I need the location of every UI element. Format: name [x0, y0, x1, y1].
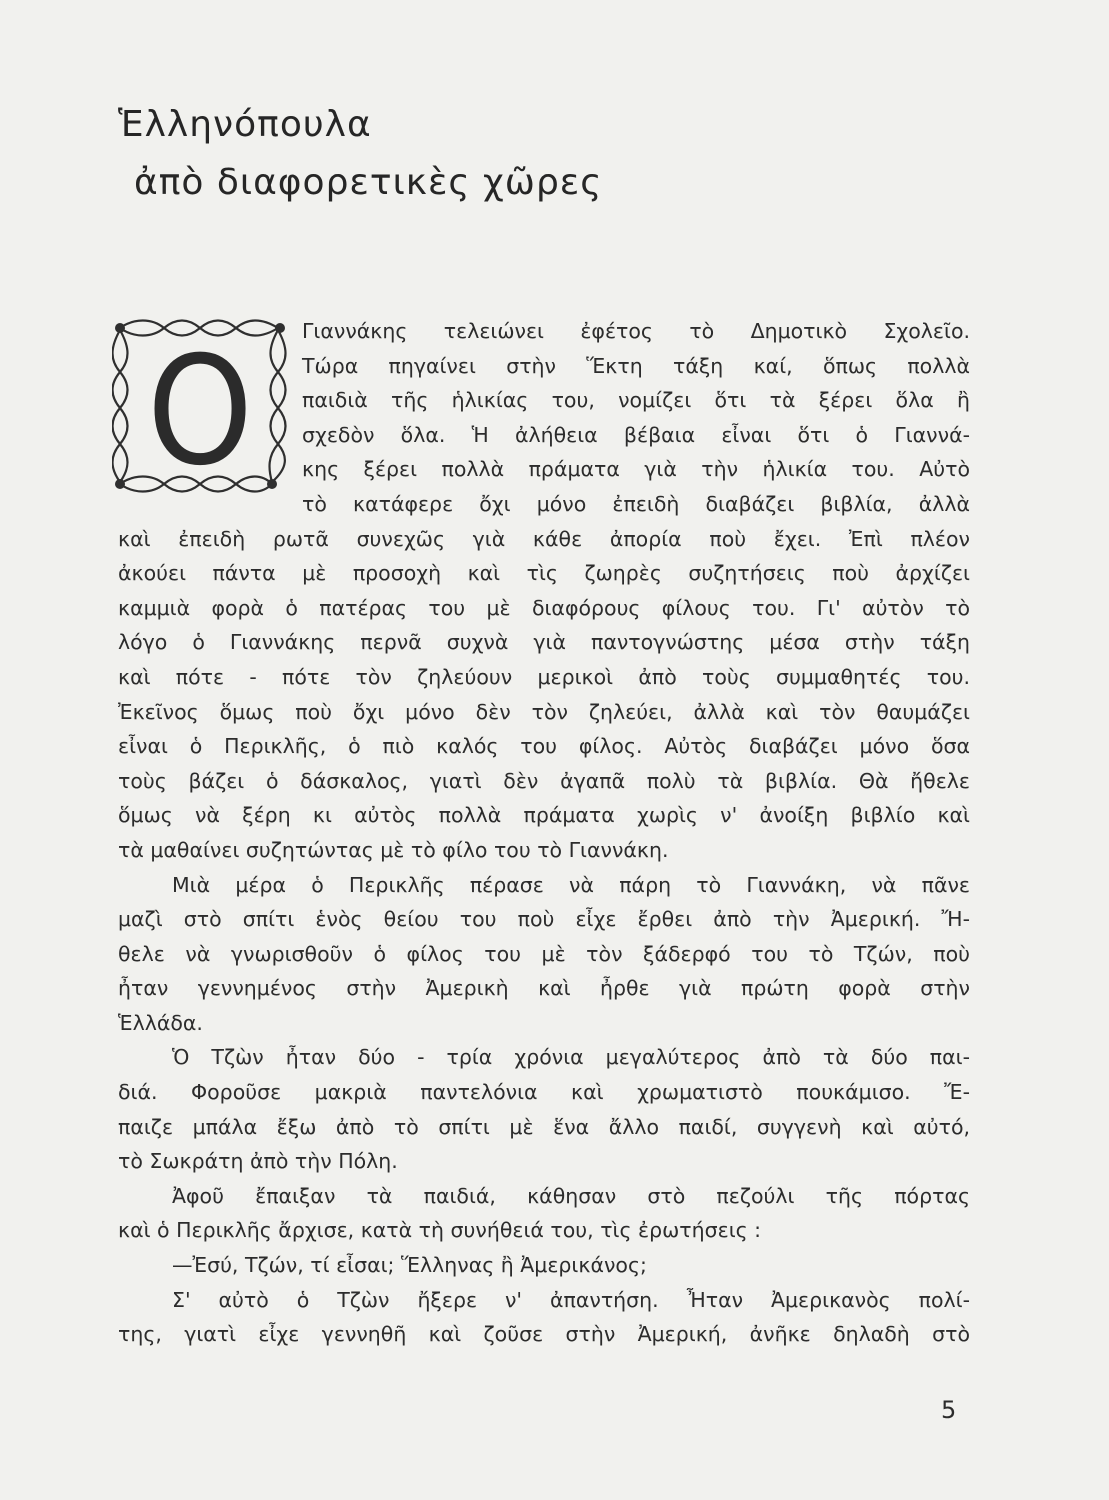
text-line: Σ' αὐτὸ ὁ Τζὼν ἤξερε ν' ἀπαντήση. Ἦταν Ἀμερικανὸς πολί- [172, 1287, 970, 1312]
text-line: —Ἐσύ, Τζών, τί εἶσαι; Ἕλληνας ἢ Ἀμερικάνος; [172, 1253, 647, 1278]
text-line: Ἀφοῦ ἔπαιξαν τὰ παιδιά, κάθησαν στὸ πεζούλι τῆς πόρτας [172, 1183, 970, 1208]
text-line: καμμιὰ φορὰ ὁ πατέρας του μὲ διαφόρους φίλους του. Γι' αὐτὸν τὸ [118, 595, 970, 620]
drop-cap-letter: Ο [146, 325, 254, 496]
text-line: θελε νὰ γνωρισθοῦν ὁ φίλος του μὲ τὸν ξάδερφό του τὸ Τζών, ποὺ [118, 941, 970, 966]
text-line: τὸ Σωκράτη ἀπὸ τὴν Πόλη. [118, 1149, 398, 1174]
paragraph [118, 314, 970, 868]
text-line: Γιαννάκης τελειώνει ἐφέτος τὸ Δημοτικὸ Σχολεῖο. [302, 319, 970, 343]
text-line: διά. Φοροῦσε μακριὰ παντελόνια καὶ χρωματιστὸ πουκάμισο. Ἔ- [118, 1080, 970, 1105]
chapter-title-line-2: ἀπὸ διαφορετικὲς χῶρες [134, 162, 603, 203]
text-line: τὸ κατάφερε ὄχι μόνο ἐπειδὴ διαβάζει βιβλία, ἀλλὰ [302, 491, 970, 516]
text-line: της, γιατὶ εἶχε γεννηθῆ καὶ ζοῦσε στὴν Ἀμερική, ἀνῆκε δηλαδὴ στὸ [118, 1322, 970, 1347]
text-line: παιδιὰ τῆς ἡλικίας του, νομίζει ὅτι τὰ ξέρει ὅλα ἢ [302, 388, 970, 413]
text-line: καὶ πότε - πότε τὸν ζηλεύουν μερικοὶ ἀπὸ τοὺς συμμαθητές του. [118, 664, 970, 689]
text-line: τὰ μαθαίνει συζητώντας μὲ τὸ φίλο του τὸ Γιαννάκη. [118, 837, 669, 862]
text-line: μαζὶ στὸ σπίτι ἑνὸς θείου του ποὺ εἶχε ἔρθει ἀπὸ τὴν Ἀμερική. Ἤ- [118, 907, 970, 932]
text-line: ὅμως νὰ ξέρη κι αὐτὸς πολλὰ πράματα χωρὶς ν' ἀνοίξη βιβλίο καὶ [118, 803, 970, 828]
text-line: Ἑλλάδα. [118, 1010, 203, 1035]
body-text [118, 314, 970, 1352]
text-line: τοὺς βάζει ὁ δάσκαλος, γιατὶ δὲν ἀγαπᾶ πολὺ τὰ βιβλία. Θὰ ἤθελε [118, 768, 970, 793]
chapter-title-line-1: Ἑλληνόπουλα [118, 104, 372, 145]
chapter-title [118, 96, 602, 212]
text-line: ἦταν γεννημένος στὴν Ἀμερικὴ καὶ ἦρθε γιὰ πρώτη φορὰ στὴν [118, 976, 970, 1001]
paragraph [118, 1040, 970, 1178]
text-line: λόγο ὁ Γιαννάκης περνᾶ συχνὰ γιὰ παντογνώστης μέσα στὴν τάξη [118, 630, 970, 655]
text-line: Τώρα πηγαίνει στὴν Ἕκτη τάξη καί, ὅπως πολλὰ [302, 353, 970, 378]
text-line: καὶ ὁ Περικλῆς ἄρχισε, κατὰ τὴ συνήθειά του, τὶς ἐρωτήσεις : [118, 1218, 762, 1243]
page-number: 5 [941, 1396, 957, 1424]
paragraph [118, 1283, 970, 1352]
text-line: κης ξέρει πολλὰ πράματα γιὰ τὴν ἡλικία του. Αὐτὸ [302, 457, 970, 482]
paragraph [118, 1179, 970, 1248]
text-line: Ὁ Τζὼν ἦταν δύο - τρία χρόνια μεγαλύτερος ἀπὸ τὰ δύο παι- [172, 1045, 970, 1070]
text-line: εἶναι ὁ Περικλῆς, ὁ πιὸ καλός του φίλος. Αὐτὸς διαβάζει μόνο ὅσα [118, 734, 970, 759]
paragraph [118, 868, 970, 1041]
text-line: παιζε μπάλα ἔξω ἀπὸ τὸ σπίτι μὲ ἕνα ἄλλο παιδί, συγγενὴ καὶ αὐτό, [118, 1114, 970, 1139]
text-line: καὶ ἐπειδὴ ρωτᾶ συνεχῶς γιὰ κάθε ἀπορία ποὺ ἔχει. Ἐπὶ πλέον [118, 526, 970, 551]
text-line: Μιὰ μέρα ὁ Περικλῆς πέρασε νὰ πάρη τὸ Γιαννάκη, νὰ πᾶνε [172, 872, 970, 897]
text-line: ἀκούει πάντα μὲ προσοχὴ καὶ τὶς ζωηρὲς συζητήσεις ποὺ ἀρχίζει [118, 561, 970, 586]
text-line: Ἐκεῖνος ὅμως ποὺ ὄχι μόνο δὲν τὸν ζηλεύει, ἀλλὰ καὶ τὸν θαυμάζει [118, 699, 970, 724]
text-line: σχεδὸν ὅλα. Ἡ ἀλήθεια βέβαια εἶναι ὅτι ὁ Γιαννά- [302, 422, 970, 447]
paragraph [118, 1248, 970, 1283]
